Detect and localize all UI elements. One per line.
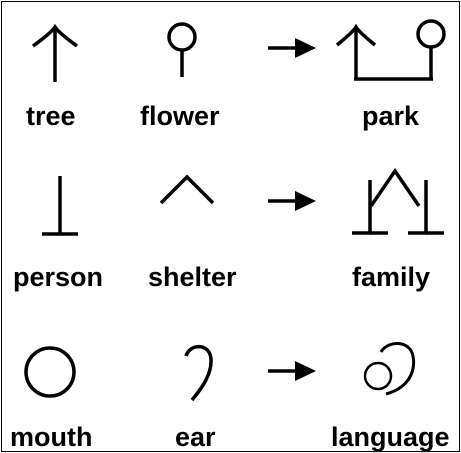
label-flower: flower — [140, 101, 220, 131]
label-family: family — [352, 262, 431, 292]
label-mouth: mouth — [10, 422, 93, 452]
mouth-symbol — [26, 348, 74, 396]
tree-symbol — [33, 27, 77, 82]
shelter-symbol — [161, 177, 213, 203]
person-symbol — [42, 176, 78, 234]
label-park: park — [362, 101, 420, 131]
arrow-icon — [268, 191, 316, 211]
label-person: person — [13, 262, 104, 292]
family-symbol — [352, 171, 444, 233]
ear-symbol — [186, 347, 211, 400]
label-shelter: shelter — [148, 262, 237, 292]
label-tree: tree — [26, 101, 76, 131]
park-symbol — [337, 21, 444, 79]
arrow-icon — [268, 361, 316, 381]
language-symbol — [365, 343, 414, 394]
label-ear: ear — [175, 422, 216, 452]
flower-symbol — [169, 24, 195, 77]
arrow-icon — [268, 38, 316, 58]
label-language: language — [331, 422, 450, 452]
